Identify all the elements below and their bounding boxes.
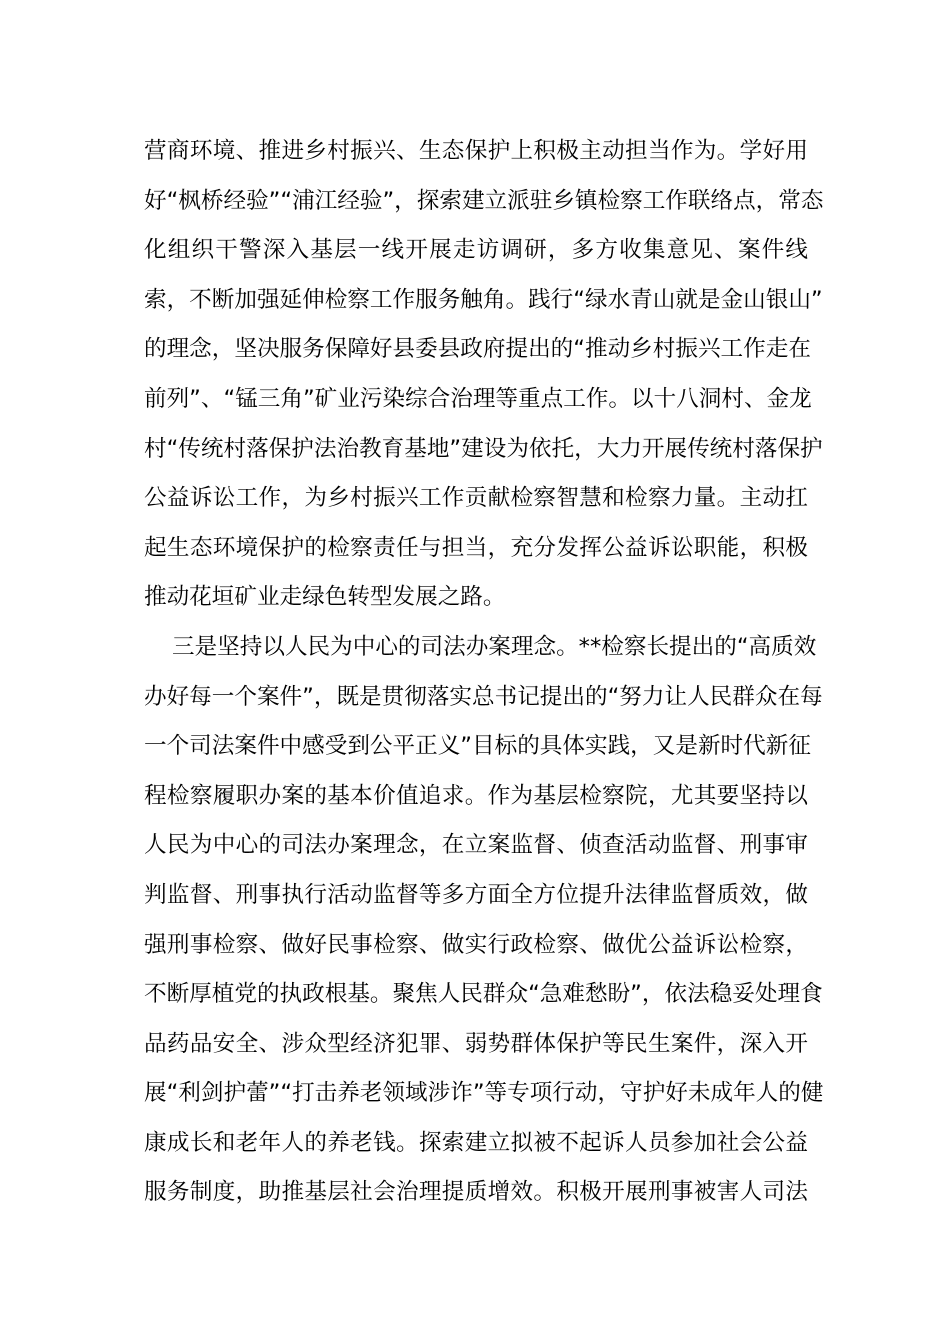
text-line: 村“传统村落保护法治教育基地”建设为依托，大力开展传统村落保护 bbox=[144, 435, 823, 462]
text-line: 程检察履职办案的基本价值追求。作为基层检察院，尤其要坚持以 bbox=[144, 782, 808, 809]
text-line: 一个司法案件中感受到公平正义”目标的具体实践，又是新时代新征 bbox=[144, 733, 811, 760]
text-line: 人民为中心的司法办案理念，在立案监督、侦查活动监督、刑事审 bbox=[144, 832, 808, 859]
text-line: 展“利剑护蕾”“打击养老领域涉诈”等专项行动，守护好未成年人的健 bbox=[144, 1080, 824, 1107]
paragraph-first-line: 三是坚持以人民为中心的司法办案理念。**检察长提出的“高质效 bbox=[172, 633, 817, 660]
text-line: 服务制度，助推基层社会治理提质增效。积极开展刑事被害人司法 bbox=[144, 1179, 808, 1206]
text-line: 营商环境、推进乡村振兴、生态保护上积极主动担当作为。学好用 bbox=[144, 138, 808, 164]
text-line: 强刑事检察、做好民事检察、做实行政检察、做优公益诉讼检察， bbox=[144, 931, 808, 958]
body-text bbox=[144, 127, 824, 1218]
text-line: 化组织干警深入基层一线开展走访调研，多方收集意见、案件线 bbox=[144, 237, 808, 264]
text-line: 起生态环境保护的检察责任与担当，充分发挥公益诉讼职能，积极 bbox=[144, 534, 808, 561]
text-line: 公益诉讼工作，为乡村振兴工作贡献检察智慧和检察力量。主动扛 bbox=[144, 485, 808, 512]
text-line: 不断厚植党的执政根基。聚焦人民群众“急难愁盼”，依法稳妥处理食 bbox=[144, 981, 823, 1008]
text-line: 好“枫桥经验”“浦江经验”，探索建立派驻乡镇检察工作联络点，常态 bbox=[144, 187, 824, 214]
text-line: 的理念，坚决服务保障好县委县政府提出的“推动乡村振兴工作走在 bbox=[144, 336, 811, 363]
text-line: 康成长和老年人的养老钱。探索建立拟被不起诉人员参加社会公益 bbox=[144, 1129, 808, 1156]
text-line: 判监督、刑事执行活动监督等多方面全方位提升法律监督质效，做 bbox=[144, 881, 808, 908]
text-line: 索，不断加强延伸检察工作服务触角。践行“绿水青山就是金山银山” bbox=[144, 286, 823, 313]
text-line: 品药品安全、涉众型经济犯罪、弱势群体保护等民生案件，深入开 bbox=[144, 1030, 808, 1057]
paragraph-end-line: 推动花垣矿业走绿色转型发展之路。 bbox=[144, 584, 506, 611]
text-line: 办好每一个案件”，既是贯彻落实总书记提出的“努力让人民群众在每 bbox=[144, 683, 823, 710]
text-line: 前列”、“锰三角”矿业污染综合治理等重点工作。以十八洞村、金龙 bbox=[144, 385, 812, 412]
